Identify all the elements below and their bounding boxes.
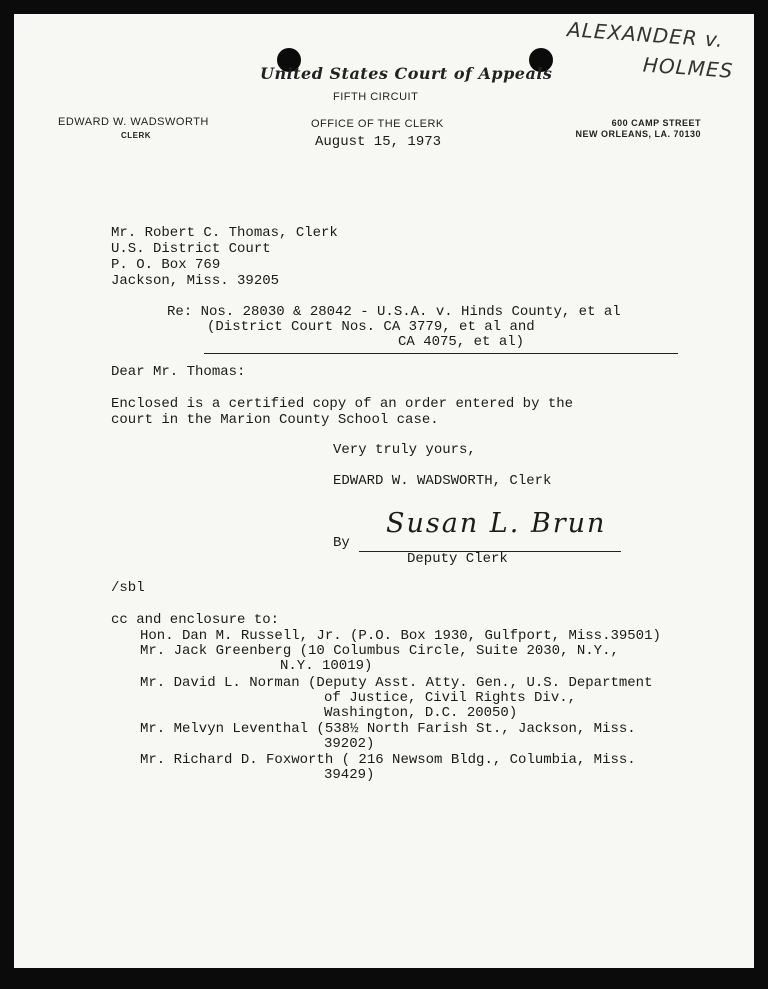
signer-name: EDWARD W. WADSWORTH, Clerk: [333, 473, 552, 489]
body-line1: Enclosed is a certified copy of an order entered by the: [111, 396, 574, 412]
signature-text: Susan L. Brun: [386, 508, 607, 539]
signature: [386, 508, 606, 539]
address-line1: 600 CAMP STREET: [611, 118, 701, 128]
address-line2: NEW ORLEANS, LA. 70130: [575, 129, 701, 139]
re-line3: CA 4075, et al): [398, 334, 525, 350]
recipient-line3: P. O. Box 769: [111, 257, 221, 273]
re-line2: (District Court Nos. CA 3779, et al and: [207, 319, 535, 335]
body-line2: court in the Marion County School case.: [111, 412, 439, 428]
salutation: Dear Mr. Thomas:: [111, 364, 246, 380]
cc-line: Mr. David L. Norman (Deputy Asst. Atty. Gen., U.S. Department: [140, 675, 653, 691]
office-label: OFFICE OF THE CLERK: [311, 118, 444, 130]
handwritten-note-line1: ALEXANDER v.: [566, 17, 725, 53]
cc-header: cc and enclosure to:: [111, 612, 280, 628]
recipient-line2: U.S. District Court: [111, 241, 271, 257]
handwritten-note: [564, 14, 736, 86]
cc-line: of Justice, Civil Rights Div.,: [324, 690, 577, 706]
recipient-line1: Mr. Robert C. Thomas, Clerk: [111, 225, 338, 241]
cc-line: N.Y. 10019): [280, 658, 373, 674]
re-underline: [204, 353, 678, 354]
by-label: By: [333, 535, 350, 551]
cc-line: Washington, D.C. 20050): [324, 705, 518, 721]
closing: Very truly yours,: [333, 442, 476, 458]
body-paragraph: [111, 396, 573, 428]
clerk-title: CLERK: [121, 131, 152, 140]
cc-line: Mr. Jack Greenberg (10 Columbus Circle, Suite 2030, N.Y.,: [140, 643, 619, 659]
deputy-label: Deputy Clerk: [407, 551, 508, 567]
handwritten-note-line2: HOLMES: [642, 52, 735, 83]
recipient-line4: Jackson, Miss. 39205: [111, 273, 280, 289]
recipient-block: [111, 225, 338, 289]
letter-page: [14, 14, 754, 968]
court-name: United States Court of Appeals: [260, 64, 553, 83]
cc-line: Mr. Melvyn Leventhal (538½ North Farish St., Jackson, Miss.: [140, 721, 636, 737]
re-line1: Re: Nos. 28030 & 28042 - U.S.A. v. Hinds County, et al: [167, 304, 621, 320]
typist-initials: /sbl: [111, 580, 145, 596]
cc-line: Hon. Dan M. Russell, Jr. (P.O. Box 1930, Gulfport, Miss.39501): [140, 628, 661, 644]
clerk-name: EDWARD W. WADSWORTH: [58, 116, 209, 128]
cc-line: 39429): [324, 767, 375, 783]
cc-line: Mr. Richard D. Foxworth ( 216 Newsom Bldg., Columbia, Miss.: [140, 752, 636, 768]
circuit-label: FIFTH CIRCUIT: [333, 91, 419, 103]
letter-date: August 15, 1973: [315, 134, 442, 150]
cc-line: 39202): [324, 736, 375, 752]
